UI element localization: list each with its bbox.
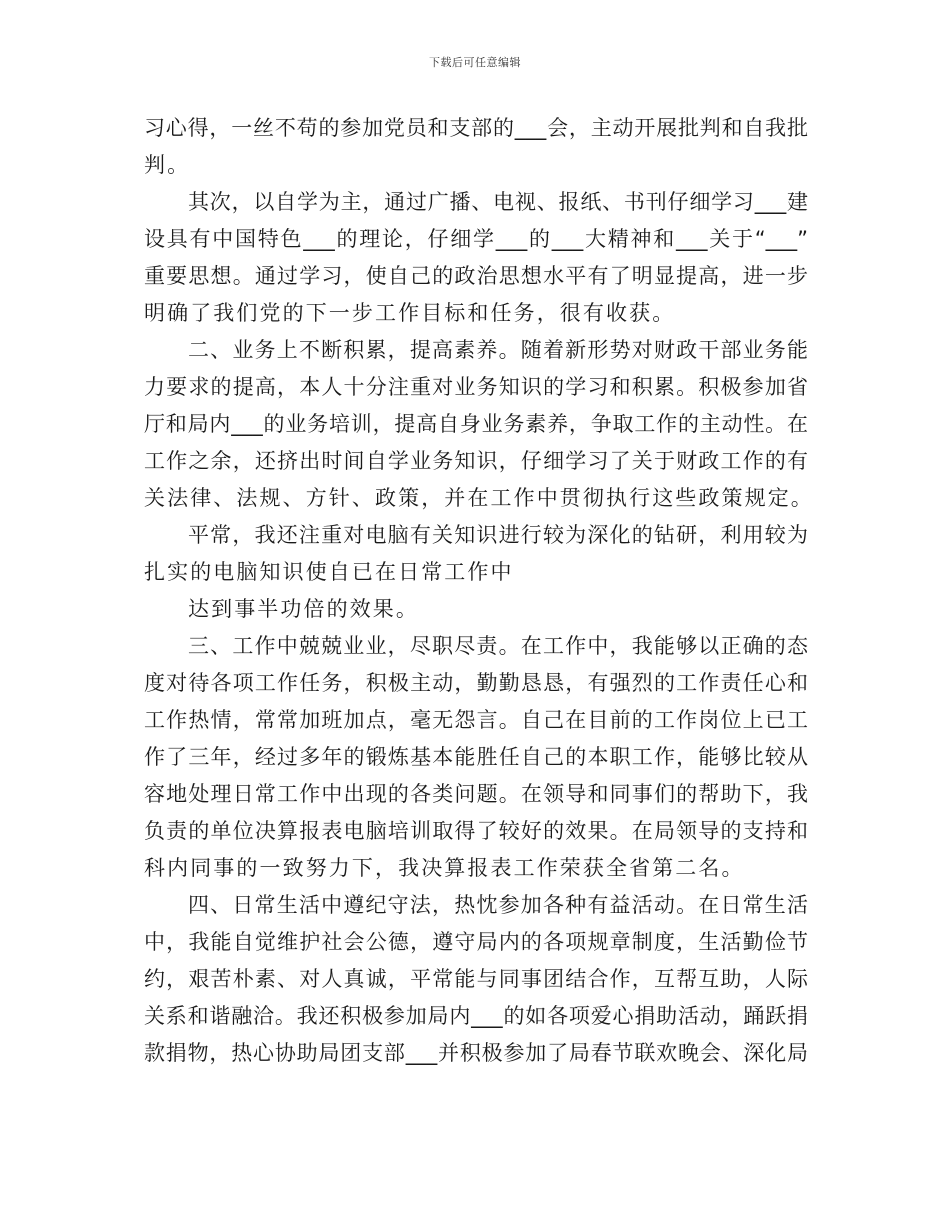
text-line: 中，我能自觉维护社会公德，遵守局内的各项规章制度，生活勤俭节 <box>144 930 808 954</box>
paragraph-first-line: 其次，以自学为主，通过广播、电视、报纸、书刊仔细学习___建 <box>188 190 808 214</box>
text-line: 设具有中国特色___的理论，仔细学___的___大精神和___关于“___” <box>144 227 808 251</box>
text-line: 科内同事的一致努力下，我决算报表工作荣获全省第二名。 <box>144 856 745 880</box>
text-line: 厅和局内___的业务培训，提高自身业务素养，争取工作的主动性。在 <box>144 412 808 436</box>
paragraph-first-line: 三、工作中兢兢业业，尽职尽责。在工作中，我能够以正确的态 <box>188 634 808 658</box>
text-line: 习心得，一丝不苟的参加党员和支部的___会，主动开展批判和自我批 <box>144 116 808 140</box>
paragraph-first-line: 平常，我还注重对电脑有关知识进行较为深化的钻研，利用较为 <box>188 523 808 547</box>
text-line: 作了三年，经过多年的锻炼基本能胜任自己的本职工作，能够比较从 <box>144 745 808 769</box>
text-line: 负责的单位决算报表电脑培训取得了较好的效果。在局领导的支持和 <box>144 819 808 843</box>
paragraph-first-line: 四、日常生活中遵纪守法，热忱参加各种有益活动。在日常生活 <box>188 893 808 917</box>
text-line: 扎实的电脑知识使自已在日常工作中 <box>144 560 514 584</box>
text-line: 工作热情，常常加班加点，毫无怨言。自己在目前的工作岗位上已工 <box>144 708 808 732</box>
text-line: 重要思想。通过学习，使自己的政治思想水平有了明显提高，进一步 <box>144 264 808 288</box>
text-line: 关法律、法规、方针、政策，并在工作中贯彻执行这些政策规定。 <box>144 486 814 510</box>
paragraph-first-line: 达到事半功倍的效果。 <box>188 597 419 621</box>
text-line: 容地处理日常工作中出现的各类问题。在领导和同事们的帮助下，我 <box>144 782 808 806</box>
text-line: 款捐物，热心协助局团支部___并积极参加了局春节联欢晚会、深化局 <box>144 1041 808 1065</box>
text-line: 度对待各项工作任务，积极主动，勤勤恳恳，有强烈的工作责任心和 <box>144 671 808 695</box>
text-line: 力要求的提高，本人十分注重对业务知识的学习和积累。积极参加省 <box>144 375 808 399</box>
document-body <box>144 110 814 1072</box>
text-line: 工作之余，还挤出时间自学业务知识，仔细学习了关于财政工作的有 <box>144 449 808 473</box>
text-line: 约，艰苦朴素、对人真诚，平常能与同事团结合作，互帮互助，人际 <box>144 967 808 991</box>
page-header: 下载后可任意编辑 <box>429 56 521 69</box>
text-line: 判。 <box>144 153 191 177</box>
text-line: 明确了我们党的下一步工作目标和任务，很有收获。 <box>144 301 676 325</box>
text-line: 关系和谐融洽。我还积极参加局内___的如各项爱心捐助活动，踊跃捐 <box>144 1004 808 1028</box>
paragraph-first-line: 二、业务上不断积累，提高素养。随着新形势对财政干部业务能 <box>188 338 808 362</box>
